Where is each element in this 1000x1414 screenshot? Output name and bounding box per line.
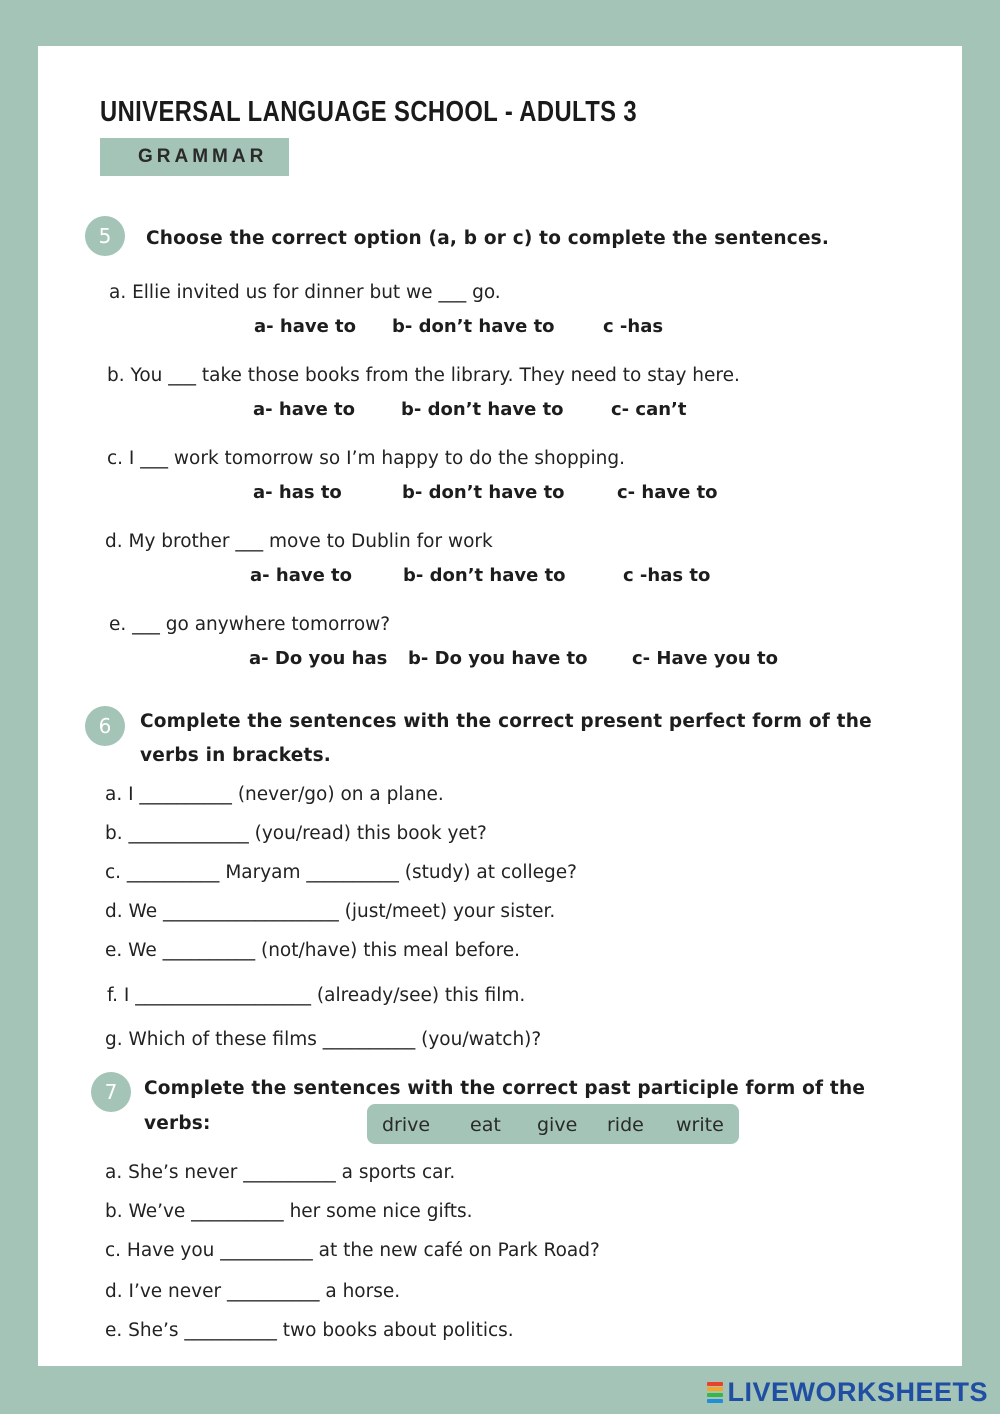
logo-mark-bar [707,1387,723,1391]
section-label-bar [100,138,289,176]
exercise-5-option[interactable]: c- have to [617,482,718,503]
exercise-5-option[interactable]: a- have to [250,565,353,586]
logo-mark-bar [707,1382,723,1386]
exercise-5-option[interactable]: b- don’t have to [392,316,555,337]
exercise-7-item[interactable]: c. Have you __________ at the new café on Park Road? [105,1240,600,1261]
logo-text: LIVEWORKSHEETS [727,1377,988,1407]
exercise-6-instruction: verbs in brackets. [140,745,332,766]
exercise-6-item[interactable]: g. Which of these films __________ (you/watch)? [105,1029,542,1050]
liveworksheets-logo[interactable] [707,1377,988,1408]
exercise-5-number: 5 [85,216,125,256]
logo-mark-bar [707,1393,723,1397]
word-bank-item: drive [382,1114,431,1136]
exercise-7-number: 7 [91,1072,131,1112]
exercise-5-option[interactable]: b- don’t have to [401,399,564,420]
exercise-5-option[interactable]: c- can’t [611,399,687,420]
exercise-5-question: e. ___ go anywhere tomorrow? [109,614,391,635]
section-label: GRAMMAR [138,146,268,167]
exercise-5-option[interactable]: c- Have you to [632,648,778,669]
word-bank-item: write [676,1114,724,1136]
exercise-6-item[interactable]: d. We ___________________ (just/meet) your sister. [105,901,556,922]
exercise-7-item[interactable]: b. We’ve __________ her some nice gifts. [105,1201,473,1222]
exercise-6-number: 6 [85,706,125,746]
logo-mark-icon [707,1382,723,1404]
exercise-6-item[interactable]: a. I __________ (never/go) on a plane. [105,784,444,805]
exercise-7-instruction: Complete the sentences with the correct past participle form of the [144,1078,866,1099]
exercise-5-option[interactable]: a- has to [253,482,342,503]
word-bank-item: give [537,1114,578,1136]
exercise-5-option[interactable]: a- have to [254,316,357,337]
logo-mark-bar [707,1399,723,1403]
exercise-5-question: c. I ___ work tomorrow so I’m happy to do the shopping. [107,448,626,469]
exercise-5-option[interactable]: b- Do you have to [408,648,588,669]
exercise-6-item[interactable]: b. _____________ (you/read) this book yet? [105,823,487,844]
exercise-5-option[interactable]: b- don’t have to [402,482,565,503]
exercise-7-item[interactable]: a. She’s never __________ a sports car. [105,1162,456,1183]
word-bank-item: ride [607,1114,644,1136]
exercise-5-option[interactable]: a- Do you has [249,648,388,669]
word-bank [367,1104,739,1144]
exercise-5-question: b. You ___ take those books from the library. They need to stay here. [107,365,740,386]
exercise-5-instruction: Choose the correct option (a, b or c) to complete the sentences. [146,228,830,249]
exercise-5-question: a. Ellie invited us for dinner but we ___ go. [109,282,501,303]
exercise-7-item[interactable]: e. She’s __________ two books about politics. [105,1320,514,1341]
exercise-7-item[interactable]: d. I’ve never __________ a horse. [105,1281,401,1302]
exercise-5-option[interactable]: a- have to [253,399,356,420]
exercise-6-item[interactable]: c. __________ Maryam __________ (study) at college? [105,862,577,883]
exercise-5-option[interactable]: c -has to [623,565,711,586]
exercise-7-instruction: verbs: [144,1113,211,1134]
exercise-5-question: d. My brother ___ move to Dublin for work [105,531,493,552]
exercise-6-item[interactable]: e. We __________ (not/have) this meal before. [105,940,521,961]
exercise-6-item[interactable]: f. I ___________________ (already/see) this film. [107,985,526,1006]
exercise-6-instruction: Complete the sentences with the correct present perfect form of the [140,711,872,732]
exercise-5-option[interactable]: b- don’t have to [403,565,566,586]
word-bank-item: eat [470,1114,501,1136]
page-title: UNIVERSAL LANGUAGE SCHOOL - ADULTS 3 [100,96,638,128]
exercise-5-option[interactable]: c -has [603,316,664,337]
